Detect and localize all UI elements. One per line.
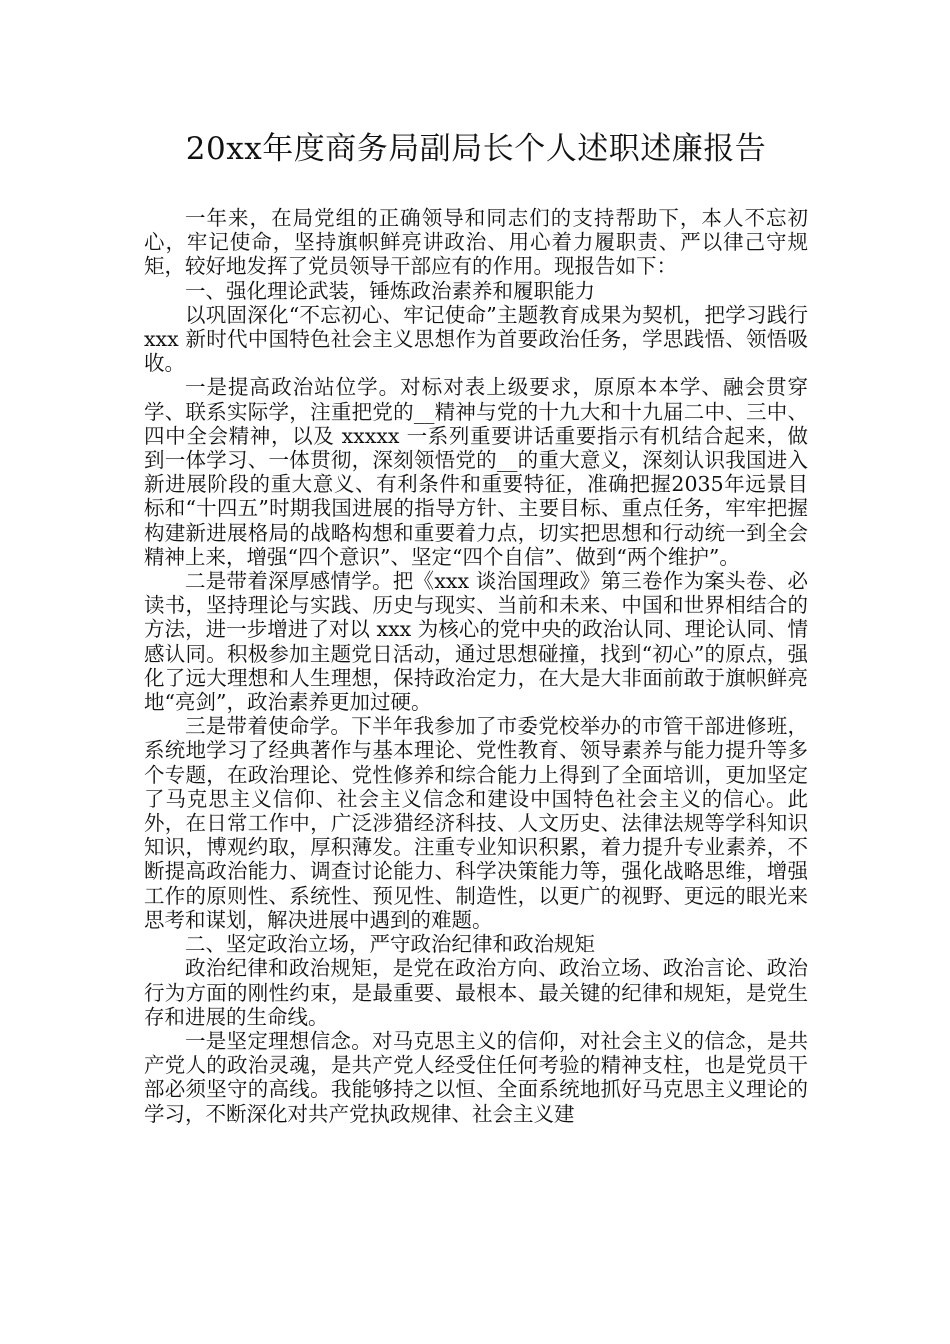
- paragraph: 政治纪律和政治规矩，是党在政治方向、政治立场、政治言论、政治行为方面的刚性约束，是最重要、最根本、最关键的纪律和规矩，是党生存和进展的生命线。: [144, 956, 808, 1029]
- section-heading-2: 二、坚定政治立场，严守政治纪律和政治规矩: [185, 932, 595, 957]
- paragraph-intro: 一年来，在局党组的正确领导和同志们的支持帮助下，本人不忘初心，牢记使命，坚持旗帜鲜亮讲政治、用心着力履职责、严以律己守规矩，较好地发挥了党员领导干部应有的作用。现报告如下：: [144, 206, 808, 279]
- paragraph: 以巩固深化“不忘初心、牢记使命”主题教育成果为契机，把学习践行 xxx 新时代中国特色社会主义思想作为首要政治任务，学思践悟、领悟吸收。: [144, 302, 808, 376]
- document-page: [144, 126, 808, 1126]
- paragraph: 二是带着深厚感情学。把《xxx 谈治国理政》第三卷作为案头卷、必读书，坚持理论与实践、历史与现实、当前和未来、中国和世界相结合的方法，进一步增进了对以 xxx 为核心的党中央的政治认同、理论认同、情感认同。积极参加主题党日活动，通过思想碰撞，找到“初心”的原点，强化了远大理想和人生理想，保持政治定力，在大是大非面前敢于旗帜鲜亮地“亮剑”，政治素养更加过硬。: [144, 569, 808, 715]
- document-body: [144, 206, 808, 1126]
- document-title: 20xx年度商务局副局长个人述职述廉报告: [185, 131, 767, 167]
- paragraph: 三是带着使命学。下半年我参加了市委党校举办的市管干部进修班，系统地学习了经典著作与基本理论、党性教育、领导素养与能力提升等多个专题，在政治理论、党性修养和综合能力上得到了全面培训，更加坚定了马克思主义信仰、社会主义信念和建设中国特色社会主义的信心。此外，在日常工作中，广泛涉猎经济科技、人文历史、法律法规等学科知识知识，博观约取，厚积薄发。注重专业知识积累，着力提升专业素养，不断提高政治能力、调查讨论能力、科学决策能力等，强化战略思维，增强工作的原则性、系统性、预见性、制造性，以更广的视野、更远的眼光来思考和谋划，解决进展中遇到的难题。: [144, 714, 808, 932]
- section-heading-1: 一、强化理论武装，锤炼政治素养和履职能力: [185, 278, 595, 303]
- paragraph: 一是提高政治站位学。对标对表上级要求，原原本本学、融会贯穿学、联系实际学，注重把党的__精神与党的十九大和十九届二中、三中、四中全会精神，以及 xxxxx 一系列重要讲话重要指示有机结合起来，做到一体学习、一体贯彻，深刻领悟党的__的重大意义，深刻认识我国进入新进展阶段的重大意义、有利条件和重要特征，准确把握2035年远景目标和“十四五”时期我国进展的指导方针、主要目标、重点任务，牢牢把握构建新进展格局的战略构想和重要着力点，切实把思想和行动统一到全会精神上来，增强“四个意识”、坚定“四个自信”、做到“两个维护”。: [144, 375, 808, 569]
- paragraph: 一是坚定理想信念。对马克思主义的信仰，对社会主义的信念，是共产党人的政治灵魂，是共产党人经受住任何考验的精神支柱，也是党员干部必须坚守的高线。我能够持之以恒、全面系统地抓好马克思主义理论的学习，不断深化对共产党执政规律、社会主义建: [144, 1028, 808, 1126]
